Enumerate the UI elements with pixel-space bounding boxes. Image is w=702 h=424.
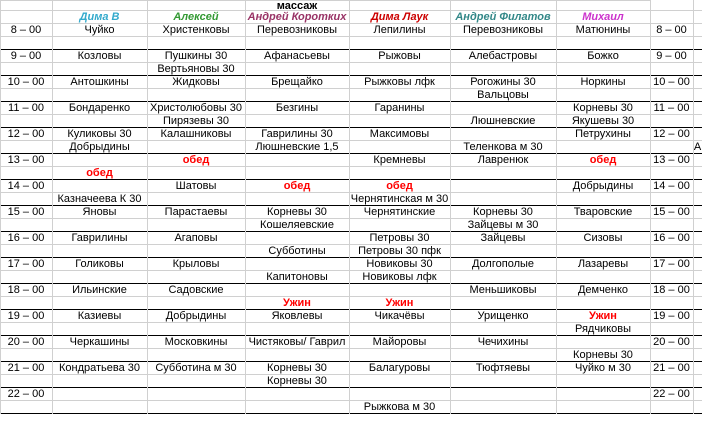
schedule-cell: Норкины bbox=[580, 76, 626, 88]
schedule-cell: Корневы 30 bbox=[573, 349, 633, 361]
schedule-cell: Московкины bbox=[164, 336, 228, 348]
schedule-cell: Черкашины bbox=[69, 336, 130, 348]
time-label: 19 – 00 bbox=[653, 310, 690, 322]
schedule-cell: Матюнины bbox=[575, 24, 631, 36]
column-header: Андрей Коротких bbox=[247, 11, 347, 23]
time-label: 12 – 00 bbox=[7, 128, 45, 140]
schedule-cell: Гаврилины 30 bbox=[261, 128, 333, 140]
column-header: Андрей Филатов bbox=[455, 11, 551, 23]
schedule-cell: Гаврилины bbox=[71, 232, 128, 244]
schedule-cell: Чернятинские bbox=[363, 206, 436, 218]
time-label: 10 – 00 bbox=[653, 76, 690, 88]
time-label: 18 – 00 bbox=[653, 284, 690, 296]
time-label: 9 – 00 bbox=[10, 50, 42, 62]
grid-line bbox=[693, 0, 694, 414]
schedule-cell: Гаранины bbox=[374, 102, 425, 114]
schedule-cell: Добрыдины bbox=[572, 180, 634, 192]
schedule-cell: Тюфтяевы bbox=[475, 362, 531, 374]
schedule-cell: Чикачёвы bbox=[374, 310, 425, 322]
column-header: Михаил bbox=[582, 11, 624, 23]
schedule-cell: Христолюбовы 30 bbox=[149, 102, 243, 114]
schedule-cell: Козловы bbox=[77, 50, 122, 62]
schedule-cell: Яновы bbox=[82, 206, 117, 218]
schedule-cell: Христенковы bbox=[162, 24, 230, 36]
schedule-cell: Зайцевы bbox=[480, 232, 526, 244]
schedule-cell: Кошеляевские bbox=[260, 219, 334, 231]
schedule-cell: Перевозниковы bbox=[462, 24, 544, 36]
schedule-cell: Добрыдины bbox=[165, 310, 227, 322]
schedule-cell: Люшневские 1,5 bbox=[255, 141, 339, 153]
column-header: Алексей bbox=[173, 11, 219, 23]
schedule-cell: Якушевы 30 bbox=[571, 115, 635, 127]
sheet-title: массаж bbox=[276, 0, 318, 12]
grid-line bbox=[0, 387, 702, 388]
schedule-cell: Пушкины 30 bbox=[164, 50, 228, 62]
schedule-cell: Кондратьева 30 bbox=[58, 362, 141, 374]
schedule-cell: Корневы 30 bbox=[473, 206, 533, 218]
time-label: 22 – 00 bbox=[7, 388, 45, 400]
schedule-cell: Рыжкова м 30 bbox=[363, 401, 436, 413]
schedule-cell: Рядчиковы bbox=[574, 323, 632, 335]
time-label: 22 – 00 bbox=[653, 388, 690, 400]
schedule-cell: Пирязевы 30 bbox=[162, 115, 230, 127]
schedule-cell: Капитоновы bbox=[266, 271, 328, 283]
schedule-cell: обед bbox=[86, 167, 113, 179]
schedule-cell: Бондаренко bbox=[68, 102, 131, 114]
schedule-cell: Зайцевы м 30 bbox=[467, 219, 539, 231]
schedule-cell: Чечихины bbox=[477, 336, 529, 348]
schedule-cell: обед bbox=[386, 180, 413, 192]
schedule-cell: Перевозниковы bbox=[256, 24, 338, 36]
schedule-cell: Парастаевы bbox=[164, 206, 228, 218]
schedule-cell: Брещайко bbox=[271, 76, 323, 88]
schedule-cell: Новиковы лфк bbox=[362, 271, 437, 283]
schedule-cell: Афанасьевы bbox=[264, 50, 330, 62]
schedule-cell: Субботина м 30 bbox=[155, 362, 237, 374]
schedule-cell: Чуйко bbox=[84, 24, 115, 36]
time-label: 17 – 00 bbox=[653, 258, 690, 270]
time-label: 20 – 00 bbox=[653, 336, 690, 348]
time-label: 21 – 00 bbox=[7, 362, 45, 374]
time-label: 11 – 00 bbox=[653, 102, 690, 114]
schedule-cell: Крыловы bbox=[172, 258, 220, 270]
schedule-cell: Вертьяновы 30 bbox=[157, 63, 235, 75]
time-label: 21 – 00 bbox=[653, 362, 690, 374]
schedule-cell: Новиковы 30 bbox=[366, 258, 433, 270]
schedule-cell: Петровы 30 пфк bbox=[358, 245, 441, 257]
schedule-cell: Калашниковы bbox=[160, 128, 232, 140]
schedule-cell: Корневы 30 bbox=[267, 362, 327, 374]
schedule-cell: Алебастровы bbox=[468, 50, 538, 62]
schedule-cell: Максимовы bbox=[369, 128, 430, 140]
time-label: 8 – 00 bbox=[10, 24, 42, 36]
schedule-cell: Меньшиковы bbox=[469, 284, 537, 296]
time-label: 14 – 00 bbox=[7, 180, 45, 192]
schedule-cell: Божко bbox=[587, 50, 619, 62]
schedule-cell: Сизовы bbox=[583, 232, 623, 244]
schedule-cell: Чернятинская м 30 bbox=[350, 193, 449, 205]
schedule-cell: Чуйко м 30 bbox=[575, 362, 631, 374]
schedule-cell: Кремневы bbox=[373, 154, 426, 166]
schedule-cell: Корневы 30 bbox=[573, 102, 633, 114]
schedule-cell: Лавренюк bbox=[477, 154, 529, 166]
time-label: 16 – 00 bbox=[7, 232, 45, 244]
schedule-cell: Добрыдины bbox=[69, 141, 130, 153]
time-label: 20 – 00 bbox=[7, 336, 45, 348]
schedule-cell: Ужин bbox=[385, 297, 414, 309]
schedule-cell: Безгины bbox=[275, 102, 319, 114]
time-label: 11 – 00 bbox=[8, 102, 44, 114]
time-label: 8 – 00 bbox=[656, 24, 687, 36]
schedule-cell: Вальцовы bbox=[477, 89, 529, 101]
schedule-cell: Куликовы 30 bbox=[67, 128, 132, 140]
schedule-cell: Теленкова м 30 bbox=[463, 141, 543, 153]
schedule-cell: Садовские bbox=[168, 284, 224, 296]
schedule-cell: Балагуровы bbox=[368, 362, 431, 374]
time-label: 13 – 00 bbox=[653, 154, 690, 166]
time-label: 15 – 00 bbox=[653, 206, 690, 218]
schedule-cell: Рыжовы bbox=[378, 50, 421, 62]
time-label: 19 – 00 bbox=[7, 310, 45, 322]
column-header: Дима В bbox=[79, 11, 120, 23]
time-label: 12 – 00 bbox=[653, 128, 690, 140]
schedule-cell: Жидковы bbox=[172, 76, 220, 88]
schedule-cell: Агаповы bbox=[174, 232, 218, 244]
schedule-cell: обед bbox=[182, 154, 210, 166]
schedule-cell: Петровы 30 bbox=[369, 232, 430, 244]
schedule-cell: Казиевы bbox=[77, 310, 122, 322]
schedule-cell: Шатовы bbox=[175, 180, 217, 192]
schedule-cell: Демченко bbox=[577, 284, 629, 296]
schedule-cell: Ужин bbox=[589, 310, 617, 322]
time-label: 17 – 00 bbox=[7, 258, 45, 270]
schedule-cell: Рыжковы лфк bbox=[364, 76, 435, 88]
schedule-cell: Антошкины bbox=[70, 76, 129, 88]
column-header: Дима Лаук bbox=[370, 11, 429, 23]
schedule-cell: Яковлевы bbox=[271, 310, 323, 322]
stray-cell: A bbox=[693, 141, 702, 153]
schedule-cell: обед bbox=[283, 180, 311, 192]
schedule-cell: Лазаревы bbox=[577, 258, 629, 270]
schedule-cell: Чистяковы/ Гаврил bbox=[248, 336, 346, 348]
time-label: 16 – 00 bbox=[653, 232, 690, 244]
schedule-cell: Рогожины 30 bbox=[470, 76, 536, 88]
schedule-cell: Долгополые bbox=[471, 258, 535, 270]
schedule-cell: Корневы 30 bbox=[267, 375, 327, 387]
schedule-cell: Казначеева К 30 bbox=[57, 193, 142, 205]
schedule-cell: Тваровские bbox=[573, 206, 633, 218]
time-label: 10 – 00 bbox=[7, 76, 45, 88]
schedule-cell: Корневы 30 bbox=[267, 206, 327, 218]
schedule-cell: Урищенко bbox=[477, 310, 529, 322]
schedule-cell: Голиковы bbox=[75, 258, 124, 270]
schedule-cell: обед bbox=[589, 154, 617, 166]
schedule-cell: Люшневские bbox=[470, 115, 536, 127]
time-label: 18 – 00 bbox=[7, 284, 45, 296]
schedule-cell: Майоровы bbox=[372, 336, 427, 348]
schedule-cell: Ильинские bbox=[72, 284, 127, 296]
time-label: 13 – 00 bbox=[7, 154, 45, 166]
schedule-cell: Лепилины bbox=[373, 24, 426, 36]
schedule-cell: Петрухины bbox=[575, 128, 631, 140]
schedule-cell: Субботины bbox=[268, 245, 326, 257]
schedule-cell: Ужин bbox=[283, 297, 311, 309]
time-label: 15 – 00 bbox=[7, 206, 45, 218]
time-label: 9 – 00 bbox=[656, 50, 687, 62]
time-label: 14 – 00 bbox=[653, 180, 690, 192]
